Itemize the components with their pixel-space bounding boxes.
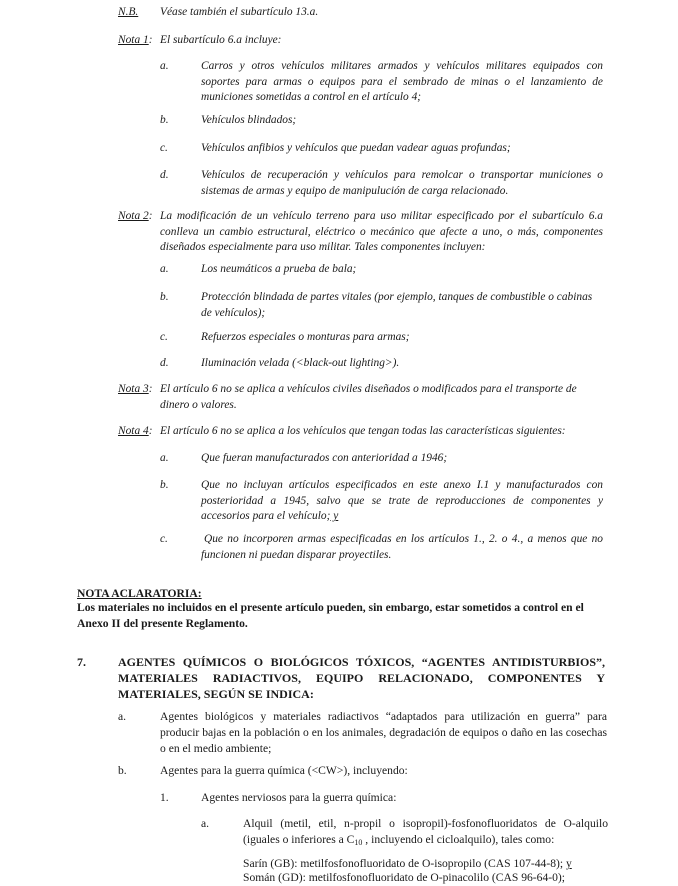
nota1-item-b-text: Vehículos blindados; xyxy=(201,114,297,126)
section7-number: 7. xyxy=(77,655,86,669)
nota4-item-b-text xyxy=(201,478,603,525)
nota2-item-c-text: Refuerzos especiales o monturas para armas; xyxy=(201,331,410,343)
nota1-item-a-letter: a. xyxy=(160,60,169,72)
nota4-item-c-letter: c. xyxy=(160,533,168,545)
section7-a-letter: a. xyxy=(118,710,127,723)
nota4-label-text: Nota 4 xyxy=(118,425,149,437)
nota3-label xyxy=(118,382,153,398)
sarin-suffix: y xyxy=(565,857,572,870)
nb-text: Véase también el subartículo 13.a. xyxy=(160,6,319,18)
nota4-colon: : xyxy=(148,425,153,437)
section7-b1a-text xyxy=(243,816,608,851)
section7-b1a-soman-line: Somán (GD): metilfosfonofluoridato de O-pinacolilo (CAS 96-64-0); xyxy=(243,871,565,884)
section7-b1a-letter: a. xyxy=(201,817,210,830)
nota4-label xyxy=(118,424,153,440)
nota1-item-d-letter: d. xyxy=(160,169,169,181)
nota2-item-a-text: Los neumáticos a prueba de bala; xyxy=(201,263,357,275)
nota2-text: La modificación de un vehículo terreno para uso militar especificado por el subartículo 6.a conlleva un cambio estructural, eléctrico o mecánico que afecte a uno, o más, componentes diseñados especialmente para uso militar. Tales componentes incluyen: xyxy=(160,210,603,254)
section7-a-text: Agentes biológicos y materiales radiactivos “adaptados para utilización en guerra” para producir bajas en la población o en los animales, degradación de equipos o daño en las cosechas o en el medio ambiente; xyxy=(160,710,607,755)
nb-label xyxy=(118,5,138,21)
nota3-text: El artículo 6 no se aplica a vehículos civiles diseñados o modificados para el transporte de dinero o valores. xyxy=(160,383,577,411)
nota-aclaratoria-text: Los materiales no incluidos en el presente artículo pueden, sin embargo, estar sometidos a control en el Anexo II del presente Reglamento. xyxy=(77,601,584,630)
nota2-item-a-letter: a. xyxy=(160,263,169,275)
nota4-item-a-letter: a. xyxy=(160,452,169,464)
nota2-label-text: Nota 2 xyxy=(118,210,149,222)
nota1-item-a-text: Carros y otros vehículos militares armados y vehículos militares equipados con soportes para armas o equipos para el sembrado de minas o el lanzamiento de municiones sometidas a control en el artículo 4; xyxy=(201,60,603,104)
nota4-item-b-suffix: y xyxy=(330,510,339,523)
nb-label-text: N.B. xyxy=(118,6,139,18)
section7-b1a-text-part1: Alquil (metil, etil, n-propil o isopropil)-fosfonofluoridatos de O-alquilo (iguales o inferiores a C xyxy=(243,817,608,846)
nota4-text: El artículo 6 no se aplica a los vehículos que tengan todas las características siguientes: xyxy=(160,425,566,437)
nota4-item-b-letter: b. xyxy=(160,479,169,491)
nota4-item-a-text: Que fueran manufacturados con anterioridad a 1946; xyxy=(201,452,448,464)
nota2-item-b-text: Protección blindada de partes vitales (por ejemplo, tanques de combustible o cabinas de vehículos); xyxy=(201,291,593,319)
nota2-item-d-text: Iluminación velada (<black-out lighting>). xyxy=(201,357,400,369)
section7-b1-text: Agentes nerviosos para la guerra química: xyxy=(201,791,397,804)
nota3-colon: : xyxy=(148,383,153,395)
section7-b1a-text-part2: , incluyendo el cicloalquilo), tales como: xyxy=(362,832,555,846)
nota1-item-b-letter: b. xyxy=(160,114,169,126)
nota2-item-c-letter: c. xyxy=(160,331,168,343)
section7-b1a-subscript: 10 xyxy=(354,837,363,847)
nota1-item-c-letter: c. xyxy=(160,142,168,154)
nota3-label-text: Nota 3 xyxy=(118,383,149,395)
nota2-item-b-letter: b. xyxy=(160,291,169,303)
section7-b1-number: 1. xyxy=(160,791,169,804)
nota2-label xyxy=(118,209,153,225)
nota1-item-c-text: Vehículos anfibios y vehículos que puedan vadear aguas profundas; xyxy=(201,142,511,154)
nota2-item-d-letter: d. xyxy=(160,357,169,369)
nota1-item-d-text: Vehículos de recuperación y vehículos para remolcar o transportar municiones o sistemas de armas y equipo de manipulución de carga relacionado. xyxy=(201,169,603,197)
nota4-item-b-body: Que no incluyan artículos especificados en este anexo I.1 y manufacturados con posterioridad a 1945, salvo que se trate de reproducciones de componentes y accesorios para el vehículo; xyxy=(201,479,603,523)
sarin-text: Sarín (GB): metilfosfonofluoridato de O-isopropilo (CAS 107-44-8); xyxy=(243,857,564,870)
section7-b-letter: b. xyxy=(118,764,127,777)
nota1-label xyxy=(118,33,153,49)
section7-b-text: Agentes para la guerra química (<CW>), incluyendo: xyxy=(160,764,408,777)
section7-title: AGENTES QUÍMICOS O BIOLÓGICOS TÓXICOS, “AGENTES ANTIDISTURBIOS”, MATERIALES RADIACTIVOS, EQUIPO RELACIONADO, COMPONENTES Y MATERIALES, SEGÚN SE INDICA: xyxy=(118,655,605,701)
nota1-label-text: Nota 1 xyxy=(118,34,149,46)
nota1-text: El subartículo 6.a incluye: xyxy=(160,34,282,46)
nota4-item-c-text: Que no incorporen armas especificadas en los artículos 1., 2. o 4., a menos que no funcionen ni puedan disparar proyectiles. xyxy=(201,533,603,561)
nota2-colon: : xyxy=(148,210,153,222)
nota1-colon: : xyxy=(148,34,153,46)
nota-aclaratoria-title: NOTA ACLARATORIA: xyxy=(77,587,202,600)
